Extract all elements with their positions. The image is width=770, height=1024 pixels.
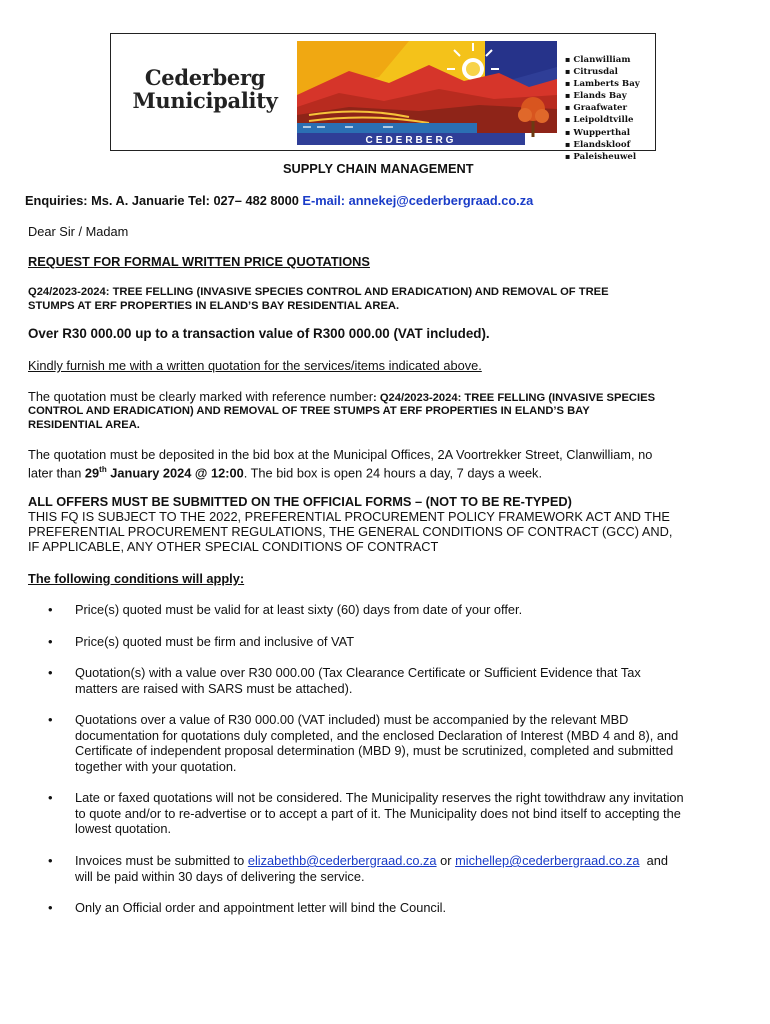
condition-line: Price(s) quoted must be valid for at least sixty (60) days from date of your offer.	[75, 602, 523, 617]
logo-banner-text: CEDERBERG	[365, 135, 457, 146]
condition-item	[75, 712, 750, 774]
deposit-date-rest: January 2024 @ 12:00	[106, 465, 244, 481]
condition-line: Price(s) quoted must be firm and inclusive of VAT	[75, 634, 355, 649]
transaction-value-line: Over R30 000.00 up to a transaction value of R300 000.00 (VAT included).	[28, 326, 490, 341]
condition-item	[75, 790, 750, 837]
condition-line: Quotations over a value of R30 000.00 (VAT included) must be accompanied by the relevant MBD	[75, 712, 629, 727]
town-list	[565, 54, 660, 163]
enquiries-label: Enquiries: Ms. A. Januarie Tel: 027– 482 8000	[25, 193, 299, 208]
deposit-date-suffix: th	[99, 465, 107, 474]
reference-title-line-1: Q24/2023-2024: TREE FELLING (INVASIVE SPECIES CONTROL AND ERADICATION) AND REMOVAL OF TREE	[28, 286, 609, 298]
offers-line-2: PREFERENTIAL PROCUREMENT REGULATIONS, THE GENERAL CONDITIONS OF CONTRACT (GCC) AND,	[28, 524, 673, 539]
town-item: ▪ Elands Bay	[565, 90, 660, 102]
bullet: •	[48, 853, 53, 868]
condition-line: lowest quotation.	[75, 821, 172, 837]
town-item: ▪ Graafwater	[565, 102, 660, 114]
bullet: •	[48, 790, 53, 805]
invoice-email-link-1[interactable]: elizabethb@cederbergraad.co.za	[247, 853, 437, 868]
town-item: ▪ Wupperthal	[565, 127, 660, 139]
town-item: ▪ Leipoldtville	[565, 114, 660, 126]
invoice-prefix: Invoices must be submitted to	[75, 853, 248, 868]
invoice-line-1	[75, 853, 750, 869]
deposit-line-1: The quotation must be deposited in the bid box at the Municipal Offices, 2A Voortrekker Street, Clanwilliam, no	[28, 447, 653, 462]
marked-reference-line-3: RESIDENTIAL AREA.	[28, 419, 140, 431]
marked-ref-part-1: : Q24/2023-2024: TREE FELLING (INVASIVE SPECIES	[372, 392, 656, 404]
deposit-tail: . The bid box is open 24 hours a day, 7 days a week.	[243, 465, 543, 481]
condition-line: together with your quotation.	[75, 758, 237, 774]
condition-line: Only an Official order and appointment letter will bind the Council.	[75, 900, 447, 915]
enquiries-line	[25, 193, 533, 209]
municipality-logo	[110, 33, 656, 162]
town-item: ▪ Citrusdal	[565, 66, 660, 78]
town-item: ▪ Clanwilliam	[565, 54, 660, 66]
condition-line: documentation for quotations duly completed, and the enclosed Declaration of Interest (MBD 4 and 8), and	[75, 727, 679, 743]
invoice-line-2: will be paid within 30 days of delivering the service.	[75, 868, 365, 884]
condition-line: to quote and/or to re-advertise or to accept a part of it. The Municipality does not bind itself to accepting the	[75, 805, 681, 821]
condition-line: Late or faxed quotations will not be considered. The Municipality reserves the right towithdraw any invitation	[75, 790, 684, 805]
condition-line: Certificate of independent proposal determination (MBD 9), must be scrutinized, completed and submitted	[75, 743, 674, 759]
offers-line-1: THIS FQ IS SUBJECT TO THE 2022, PREFERENTIAL PROCUREMENT POLICY FRAMEWORK ACT AND THE	[28, 509, 670, 524]
logo-landscape-graphic	[289, 37, 561, 148]
offers-heading: ALL OFFERS MUST BE SUBMITTED ON THE OFFICIAL FORMS – (NOT TO BE RE-TYPED)	[28, 494, 572, 509]
invoice-or: or	[436, 853, 456, 868]
logo-line-1: Cederberg	[144, 65, 266, 90]
deposit-date-day: 29	[84, 465, 100, 481]
reference-title-line-2: STUMPS AT ERF PROPERTIES IN ELAND’S BAY RESIDENTIAL AREA.	[28, 300, 400, 312]
condition-item	[75, 602, 750, 618]
logo-name	[117, 66, 293, 112]
condition-line: matters are raised with SARS must be attached).	[75, 680, 353, 696]
condition-line: Quotation(s) with a value over R30 000.00 (Tax Clearance Certificate or Sufficient Evidence that Tax	[75, 665, 641, 680]
request-heading: REQUEST FOR FORMAL WRITTEN PRICE QUOTATIONS	[28, 254, 370, 269]
enquiries-email[interactable]: E-mail: annekej@cederbergraad.co.za	[302, 193, 534, 208]
bullet: •	[48, 712, 53, 727]
town-item: ▪ Elandskloof	[565, 139, 660, 151]
condition-item	[75, 665, 750, 696]
bullet: •	[48, 900, 53, 915]
bullet: •	[48, 634, 53, 649]
town-item: ▪ Lamberts Bay	[565, 78, 660, 90]
offers-line-3: IF APPLICABLE, ANY OTHER SPECIAL CONDITIONS OF CONTRACT	[28, 539, 439, 554]
deposit-line-2	[28, 462, 542, 481]
document-title: SUPPLY CHAIN MANAGEMENT	[283, 161, 474, 176]
invoice-email-link-2[interactable]: michellep@cederbergraad.co.za	[455, 853, 640, 868]
logo-line-2: Municipality	[132, 88, 278, 113]
marked-reference-line-1	[28, 389, 655, 405]
furnish-line: Kindly furnish me with a written quotation for the services/items indicated above.	[28, 358, 482, 373]
bullet: •	[48, 665, 53, 680]
condition-item	[75, 634, 750, 650]
town-item: ▪ Paleisheuwel	[565, 151, 660, 163]
bullet: •	[48, 602, 53, 617]
marked-prefix: The quotation must be clearly marked with reference number	[28, 389, 373, 404]
invoice-suffix: and	[639, 853, 668, 868]
salutation: Dear Sir / Madam	[28, 224, 129, 239]
condition-item	[75, 900, 750, 916]
invoice-condition-item	[75, 853, 750, 884]
conditions-heading: The following conditions will apply:	[28, 571, 245, 586]
deposit-later: later than	[28, 465, 85, 481]
marked-reference-line-2: CONTROL AND ERADICATION) AND REMOVAL OF TREE STUMPS AT ERF PROPERTIES IN ELAND’S BAY	[28, 405, 590, 417]
